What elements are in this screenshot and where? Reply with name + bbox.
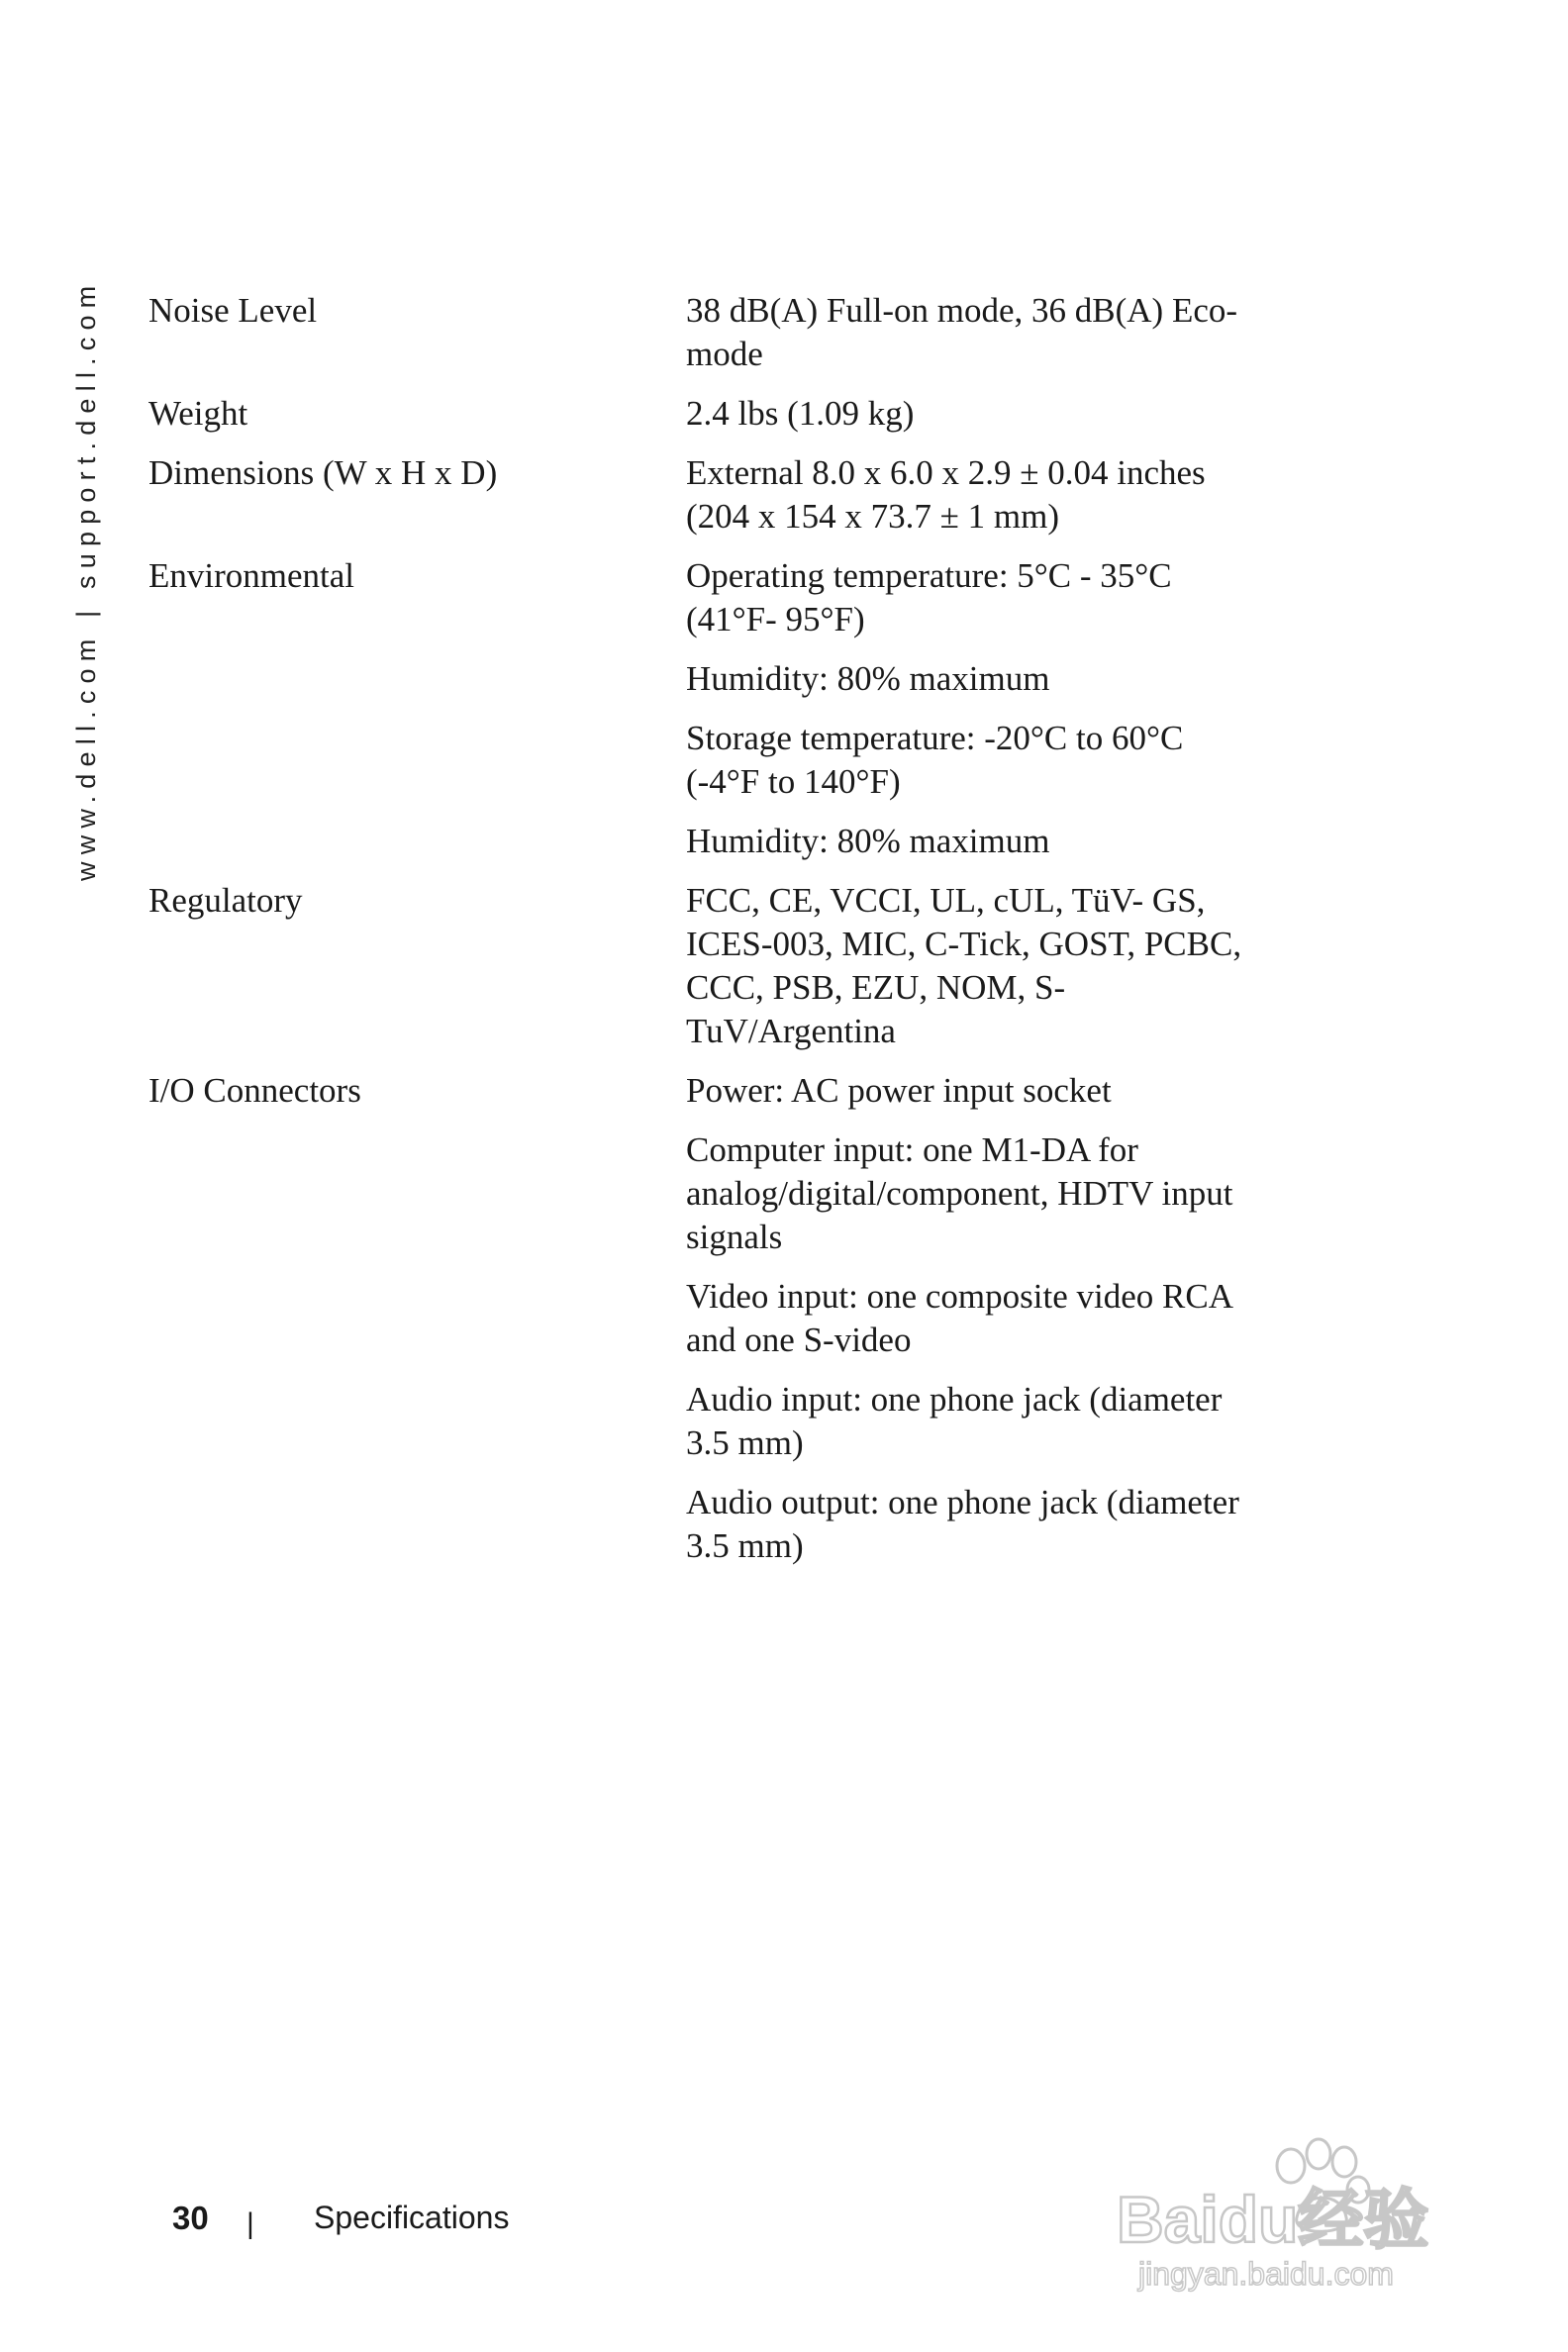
- spec-value: 2.4 lbs (1.09 kg): [686, 394, 915, 433]
- spec-row-noise-level: [148, 289, 1277, 392]
- page-number: 30: [172, 2200, 209, 2236]
- footer-separator: |: [246, 2207, 254, 2240]
- spec-value: Storage temperature: -20°C to 60°C (-4°F to 140°F): [686, 719, 1184, 801]
- spec-value: 38 dB(A) Full-on mode, 36 dB(A) Eco-mode: [686, 291, 1238, 373]
- watermark-brand: Baidu经验: [1117, 2183, 1429, 2256]
- section-name: Specifications: [314, 2200, 510, 2235]
- spec-label: Dimensions (W x H x D): [148, 453, 498, 492]
- spec-value: Video input: one composite video RCA and one S-video: [686, 1277, 1232, 1359]
- spec-value: Computer input: one M1-DA for analog/digital/component, HDTV input signals: [686, 1130, 1233, 1256]
- spec-label: Weight: [148, 394, 248, 433]
- spec-row-dimensions: [148, 451, 1277, 554]
- spec-row-environmental: [148, 554, 1277, 879]
- spec-row-regulatory: [148, 879, 1277, 1069]
- baidu-watermark: [1109, 2118, 1485, 2297]
- spec-value: Audio input: one phone jack (diameter 3.5 mm): [686, 1380, 1223, 1462]
- specifications-table: [148, 289, 1277, 1584]
- spec-label: Noise Level: [148, 291, 318, 330]
- spec-value: Operating temperature: 5°C - 35°C (41°F- 95°F): [686, 556, 1172, 638]
- spec-value: FCC, CE, VCCI, UL, cUL, TüV- GS, ICES-003, MIC, C-Tick, GOST, PCBC, CCC, PSB, EZU, NOM, S-TuV/Argentina: [686, 881, 1242, 1050]
- spec-value: Humidity: 80% maximum: [686, 822, 1050, 860]
- spec-row-io-connectors: [148, 1069, 1277, 1584]
- watermark-url: jingyan.baidu.com: [1138, 2256, 1394, 2292]
- side-url-text: www.dell.com | support.dell.com: [71, 278, 101, 881]
- spec-value: Power: AC power input socket: [686, 1071, 1112, 1110]
- spec-value: External 8.0 x 6.0 x 2.9 ± 0.04 inches (204 x 154 x 73.7 ± 1 mm): [686, 453, 1206, 536]
- spec-label: Environmental: [148, 556, 355, 595]
- spec-value: Audio output: one phone jack (diameter 3.5 mm): [686, 1483, 1239, 1565]
- spec-value: Humidity: 80% maximum: [686, 659, 1050, 698]
- spec-row-weight: [148, 392, 1277, 451]
- spec-label: I/O Connectors: [148, 1071, 361, 1110]
- spec-label: Regulatory: [148, 881, 303, 920]
